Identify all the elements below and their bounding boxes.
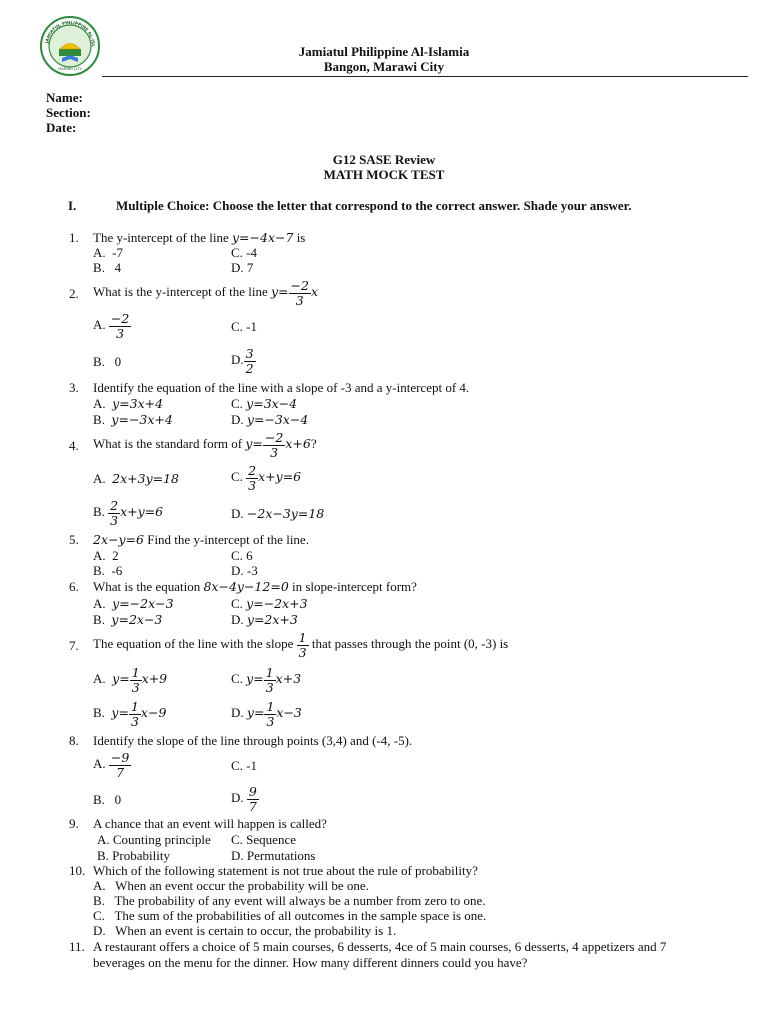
option-a: A. When an event occur the probability will be one. [93, 878, 369, 893]
option-b: B. y=−3x+4 [93, 412, 173, 427]
option-b: B. The probability of any event will always be a number from zero to one. [93, 893, 486, 908]
option-c: C. $\frac{2}{3}$ x+y=6 [231, 462, 302, 493]
question-number: 11. [69, 939, 85, 954]
option-d: D. y= $\frac{1}{3}$ x−3 [231, 698, 302, 729]
section-field: Section: [46, 105, 91, 120]
question-11-line2: beverages on the menu for the dinner. How many different dinners could you have? [93, 955, 528, 970]
option-c: C. y= $\frac{1}{3}$ x+3 [231, 664, 302, 695]
option-d: D. -3 [231, 563, 258, 578]
option-b: B. Probability [97, 848, 170, 863]
school-address: Bangon, Marawi City [323, 59, 445, 74]
option-d: D. $\frac{9}{7}$ [231, 783, 257, 814]
question-11-line1: A restaurant offers a choice of 5 main courses, 6 desserts, 4ce of 5 main courses, 6 desserts, 4 appetizers and 7 [93, 939, 667, 954]
question-5: 2x−y=6 Find the y-intercept of the line. [93, 532, 309, 547]
option-c: C. y=3x−4 [231, 396, 298, 411]
question-number: 1. [69, 230, 79, 245]
question-6: What is the equation 8x−4y−12=0 in slope-intercept form? [93, 579, 417, 594]
option-a: A. $\frac{-9}{7}$ [93, 749, 130, 780]
option-b: B. -6 [93, 563, 123, 578]
option-c: C. y=−2x+3 [231, 596, 308, 611]
option-b: B. y=2x−3 [93, 612, 163, 627]
option-d: D. y=2x+3 [231, 612, 298, 627]
option-b: B. 0 [93, 792, 122, 807]
option-c: C. 6 [231, 548, 253, 563]
option-b: B. 4 [93, 260, 122, 275]
option-b: B. $\frac{2}{3}$ x+y=6 [93, 497, 164, 528]
option-d: D. Permutations [231, 848, 316, 863]
option-a: A. 2x+3y=18 [93, 471, 180, 486]
question-1: The y-intercept of the line y=−4x−7 is [93, 230, 306, 245]
option-b: B. y= $\frac{1}{3}$ x−9 [93, 698, 167, 729]
school-name: Jamiatul Philippine Al-Islamia [298, 44, 470, 59]
question-number: 10. [69, 863, 86, 878]
question-9: A chance that an event will happen is called? [93, 816, 327, 831]
question-number: 9. [69, 816, 79, 831]
option-d: D. y=−3x−4 [231, 412, 309, 427]
question-10: Which of the following statement is not true about the rule of probability? [93, 863, 478, 878]
test-title-line2: MATH MOCK TEST [323, 167, 445, 182]
option-b: B. 0 [93, 354, 122, 369]
option-c: C. Sequence [231, 832, 296, 847]
question-4: What is the standard form of y= $\frac{-2}{3}$ x+6? [93, 429, 317, 460]
option-c: C. -4 [231, 245, 257, 260]
option-a: A. $\frac{-2}{3}$ [93, 310, 130, 341]
question-number: 3. [69, 380, 79, 395]
option-d: D. $\frac{3}{2}$ [231, 345, 254, 376]
option-c: C. -1 [231, 758, 257, 773]
option-a: A. -7 [93, 245, 123, 260]
question-7: The equation of the line with the slope $\frac{1}{3}$ that passes through the point (0, -3) is [93, 629, 509, 660]
question-number: 2. [69, 286, 79, 301]
option-c: C. The sum of the probabilities of all outcomes in the sample space is one. [93, 908, 487, 923]
option-a: A. y=3x+4 [93, 396, 164, 411]
question-number: 8. [69, 733, 79, 748]
part-instructions: Multiple Choice: Choose the letter that correspond to the correct answer. Shade your answer. [116, 198, 632, 213]
option-a: A. Counting principle [97, 832, 211, 847]
question-2: What is the y-intercept of the line y= $\frac{-2}{3}$ x [93, 277, 319, 308]
option-a: A. y= $\frac{1}{3}$ x+9 [93, 664, 168, 695]
test-title-line1: G12 SASE Review [332, 152, 436, 167]
question-8: Identify the slope of the line through points (3,4) and (-4, -5). [93, 733, 413, 748]
question-number: 5. [69, 532, 79, 547]
header-divider [102, 76, 748, 77]
question-number: 4. [69, 438, 79, 453]
question-number: 6. [69, 579, 79, 594]
option-c: C. -1 [231, 319, 257, 334]
name-field: Name: [46, 90, 83, 105]
option-d: D. 7 [231, 260, 254, 275]
question-number: 7. [69, 638, 79, 653]
part-number: I. [68, 198, 77, 213]
option-d: D. −2x−3y=18 [231, 506, 325, 521]
svg-text:MARAWI CITY: MARAWI CITY [58, 67, 82, 71]
svg-text:JAMIATUL PHILIPPINE AL-ISLAMIA: JAMIATUL PHILIPPINE AL-ISL [44, 19, 97, 47]
option-d: D. When an event is certain to occur, the probability is 1. [93, 923, 397, 938]
option-a: A. 2 [93, 548, 119, 563]
option-a: A. y=−2x−3 [93, 596, 174, 611]
date-field: Date: [46, 120, 77, 135]
question-3: Identify the equation of the line with a slope of -3 and a y-intercept of 4. [93, 380, 470, 395]
